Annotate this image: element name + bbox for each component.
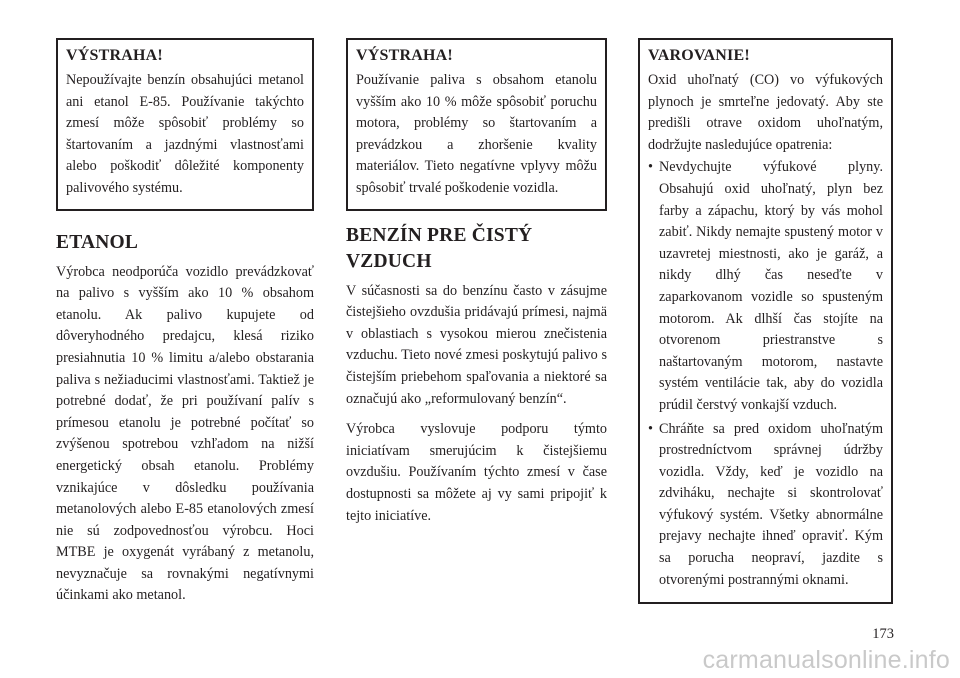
warning-box-methanol (56, 38, 314, 211)
clean-air-heading: BENZÍN PRE ČISTÝ VZDUCH (346, 224, 533, 272)
warning-text: Používanie paliva s obsahom etanolu vyšším ako 10 % môže spôsobiť poruchu motora, problémy so štartovaním a prevádzkou a zhoršenie kvality materiálov. Tieto negatívne vplyvy môžu spôsobiť trvalé poškodenie vozidla. (356, 72, 597, 196)
warning-intro: Oxid uhoľnatý (CO) vo výfukových plynoch je smrteľne jedovatý. Aby ste predišli otrave oxidom uhoľnatým, dodržujte nasledujúce opatrenia: (648, 72, 883, 153)
warning-bullet-list (648, 157, 883, 591)
list-item (648, 419, 883, 592)
left-column (56, 38, 314, 616)
ethanol-heading: ETANOL (56, 231, 139, 253)
clean-air-paragraph-1: V súčasnosti sa do benzínu často v zásujme čistejšieho ovzdušia pridávajú prímesi, najmä v oblastiach s vysokou mierou znečistenia vzduchu. Tieto nové zmesi poskytujú palivo s čistejším priebehom spaľovania a niektoré sa označujú ako „reformulovaný benzín“. (346, 282, 607, 407)
warning-box-carbon-monoxide (638, 38, 893, 604)
warning-box-ethanol (346, 38, 607, 211)
ethanol-paragraph: Výrobca neodporúča vozidlo prevádzkovať na palivo s vyšším ako 10 % obsahom etanolu. Ak palivo kupujete od dôveryhodného predajcu, klesá riziko presiahnutia 10 % limitu a/alebo obstarania paliva s nežiaducimi vlastnosťami. Taktiež je potrebné dodať, že pri používaní palív s prímesou etanolu je potrebné počítať so zvýšenou spotrebou vzhľadom na nižší energetický obsah etanolu. Problémy vznikajúce v dôsledku používania metanolových alebo E-85 etanolových zmesí nie sú zodpovednosťou výrobcu. Hoci MTBE je oxygenát vyrábaný z metanolu, nevyznačuje sa rovnakými negatívnymi účinkami ako metanol. (56, 263, 314, 604)
warning-text: Nepoužívajte benzín obsahujúci metanol ani etanol E-85. Používanie takýchto zmesí môže spôsobiť problémy so štartovaním a jazdnými vlastnosťami alebo poškodiť dôležité komponenty palivového systému. (66, 72, 304, 196)
bullet-text: Nevdychujte výfukové plyny. Obsahujú oxid uhoľnatý, plyn bez farby a zápachu, ktorý by vás mohol zabiť. Nikdy nemajte spustený motor v uzavretej miestnosti, ako je garáž, a nikdy dlhý čas neseďte v zaparkovanom vozidle so spusteným motorom. Ak dlhší čas stojíte na otvorenom priestranstve s naštartovaným motorom, nastavte systém ventilácie tak, aby do vozidla prúdil čerstvý vonkajší vzduch. (659, 159, 883, 413)
bullet-text: Chráňte sa pred oxidom uhoľnatým prostredníctvom správnej údržby vozidla. Vždy, keď je vozidlo na zdviháku, nechajte si skontrolovať výfukový systém. Všetky abnormálne prejavy nechajte ihneď opraviť. Kým sa porucha neopraví, jazdite s otvorenými postrannými oknami. (659, 420, 883, 588)
clean-air-paragraph-2: Výrobca vyslovuje podporu týmto iniciatívam smerujúcim k čistejšiemu ovzdušiu. Používaním týchto zmesí v čase dostupnosti sa môžete aj vy sami pripojiť k tejto iniciatíve. (346, 421, 607, 524)
warning-title: VAROVANIE! (648, 47, 750, 64)
watermark-text: carmanualsonline.info (702, 646, 950, 674)
bullet-icon: • (648, 420, 653, 437)
warning-title: VÝSTRAHA! (356, 47, 453, 64)
bullet-icon: • (648, 159, 653, 176)
right-column (638, 38, 893, 604)
warning-title: VÝSTRAHA! (66, 47, 163, 64)
list-item (648, 157, 883, 416)
page-number: 173 (872, 626, 894, 642)
middle-column (346, 38, 607, 536)
